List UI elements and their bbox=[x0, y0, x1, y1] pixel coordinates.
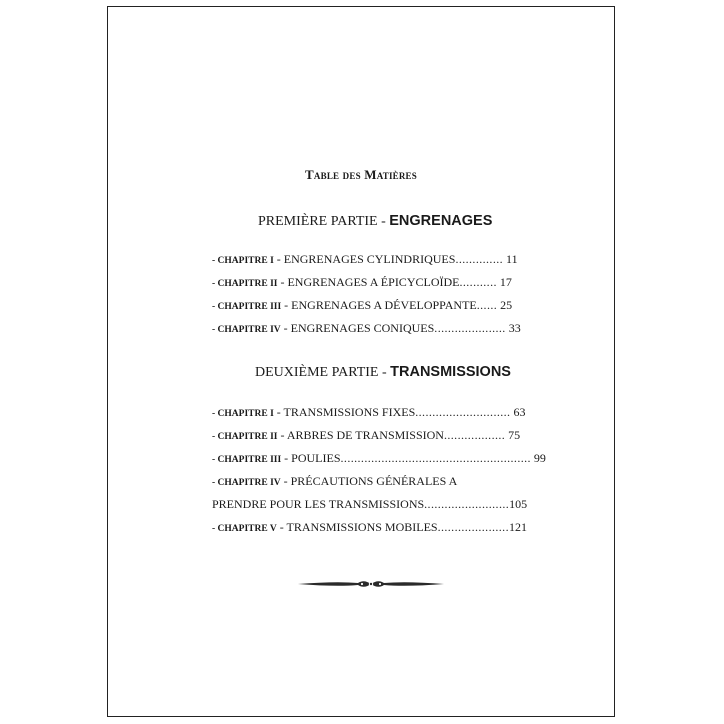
entry-prefix: - bbox=[212, 256, 218, 266]
toc-entry bbox=[212, 428, 520, 444]
page-number: 75 bbox=[508, 428, 521, 442]
toc-entry bbox=[212, 275, 512, 291]
entry-prefix: - bbox=[212, 432, 218, 442]
chapter-title: ENGRENAGES A ÉPICYCLOÏDE bbox=[287, 275, 460, 289]
chapter-number: CHAPITRE II bbox=[217, 432, 278, 442]
book-page bbox=[107, 6, 615, 717]
page-number: 63 bbox=[513, 405, 526, 419]
page-number: 105 bbox=[509, 497, 528, 511]
leader-dots: ........................................................ bbox=[340, 451, 531, 465]
entry-prefix: - bbox=[212, 302, 218, 312]
ornament-divider-icon bbox=[296, 577, 446, 591]
leader-dots: .................. bbox=[443, 428, 506, 442]
entry-prefix: - bbox=[212, 279, 218, 289]
entry-separator: - bbox=[277, 275, 288, 289]
entry-separator: - bbox=[273, 405, 284, 419]
toc-entry bbox=[212, 298, 512, 314]
page-number: 121 bbox=[508, 520, 527, 534]
leader-dots: ...... bbox=[476, 298, 498, 312]
toc-title: Table des Matières bbox=[305, 167, 417, 182]
page-number: 25 bbox=[500, 298, 513, 312]
toc-entry bbox=[212, 474, 457, 490]
chapter-number: CHAPITRE I bbox=[217, 256, 274, 266]
toc-entry bbox=[212, 405, 525, 421]
part-heading-2 bbox=[255, 364, 511, 381]
entry-prefix: - bbox=[212, 325, 218, 335]
chapter-number: CHAPITRE IV bbox=[217, 478, 281, 488]
part-label: PREMIÈRE PARTIE - bbox=[258, 214, 390, 229]
leader-dots: ..................... bbox=[437, 520, 509, 534]
toc-entry bbox=[212, 451, 546, 467]
toc-entry bbox=[212, 252, 518, 268]
chapter-title: PRENDRE POUR LES TRANSMISSIONS bbox=[212, 497, 425, 511]
entry-separator: - bbox=[277, 428, 287, 442]
chapter-number: CHAPITRE V bbox=[217, 524, 277, 534]
page-number: 33 bbox=[508, 321, 521, 335]
chapter-title: ENGRENAGES CONIQUES bbox=[290, 321, 435, 335]
toc-entry bbox=[212, 520, 527, 536]
part-name: ENGRENAGES bbox=[389, 213, 493, 229]
page-number: 11 bbox=[506, 252, 518, 266]
chapter-number: CHAPITRE IV bbox=[217, 325, 281, 335]
leader-dots: .............. bbox=[455, 252, 504, 266]
entry-separator: - bbox=[281, 451, 292, 465]
entry-separator: - bbox=[273, 252, 284, 266]
entry-prefix: - bbox=[212, 478, 218, 488]
entry-separator: - bbox=[280, 321, 291, 335]
entry-prefix: - bbox=[212, 524, 218, 534]
entry-prefix: - bbox=[212, 455, 218, 465]
chapter-title: POULIES bbox=[291, 451, 341, 465]
chapter-number: CHAPITRE I bbox=[217, 409, 274, 419]
toc-entry bbox=[212, 497, 527, 513]
leader-dots: ..................... bbox=[434, 321, 506, 335]
chapter-number: CHAPITRE II bbox=[217, 279, 278, 289]
part-name: TRANSMISSIONS bbox=[390, 364, 511, 380]
entry-prefix: - bbox=[212, 409, 218, 419]
chapter-title: ENGRENAGES A DÉVELOPPANTE bbox=[291, 298, 477, 312]
entry-separator: - bbox=[280, 474, 291, 488]
part-heading-1 bbox=[258, 213, 492, 230]
leader-dots: ......................... bbox=[424, 497, 510, 511]
chapter-title: PRÉCAUTIONS GÉNÉRALES A bbox=[290, 474, 458, 488]
page-number: 99 bbox=[533, 451, 546, 465]
entry-separator: - bbox=[276, 520, 287, 534]
chapter-title: TRANSMISSIONS FIXES bbox=[283, 405, 416, 419]
part-label: DEUXIÈME PARTIE - bbox=[255, 365, 391, 380]
leader-dots: ........... bbox=[459, 275, 497, 289]
page-number: 17 bbox=[499, 275, 512, 289]
chapter-title: ARBRES DE TRANSMISSION bbox=[286, 428, 444, 442]
leader-dots: ............................ bbox=[415, 405, 511, 419]
toc-entry bbox=[212, 321, 521, 337]
chapter-number: CHAPITRE III bbox=[217, 302, 282, 312]
entry-separator: - bbox=[281, 298, 292, 312]
chapter-number: CHAPITRE III bbox=[217, 455, 282, 465]
chapter-title: TRANSMISSIONS MOBILES bbox=[286, 520, 438, 534]
chapter-title: ENGRENAGES CYLINDRIQUES bbox=[283, 252, 456, 266]
